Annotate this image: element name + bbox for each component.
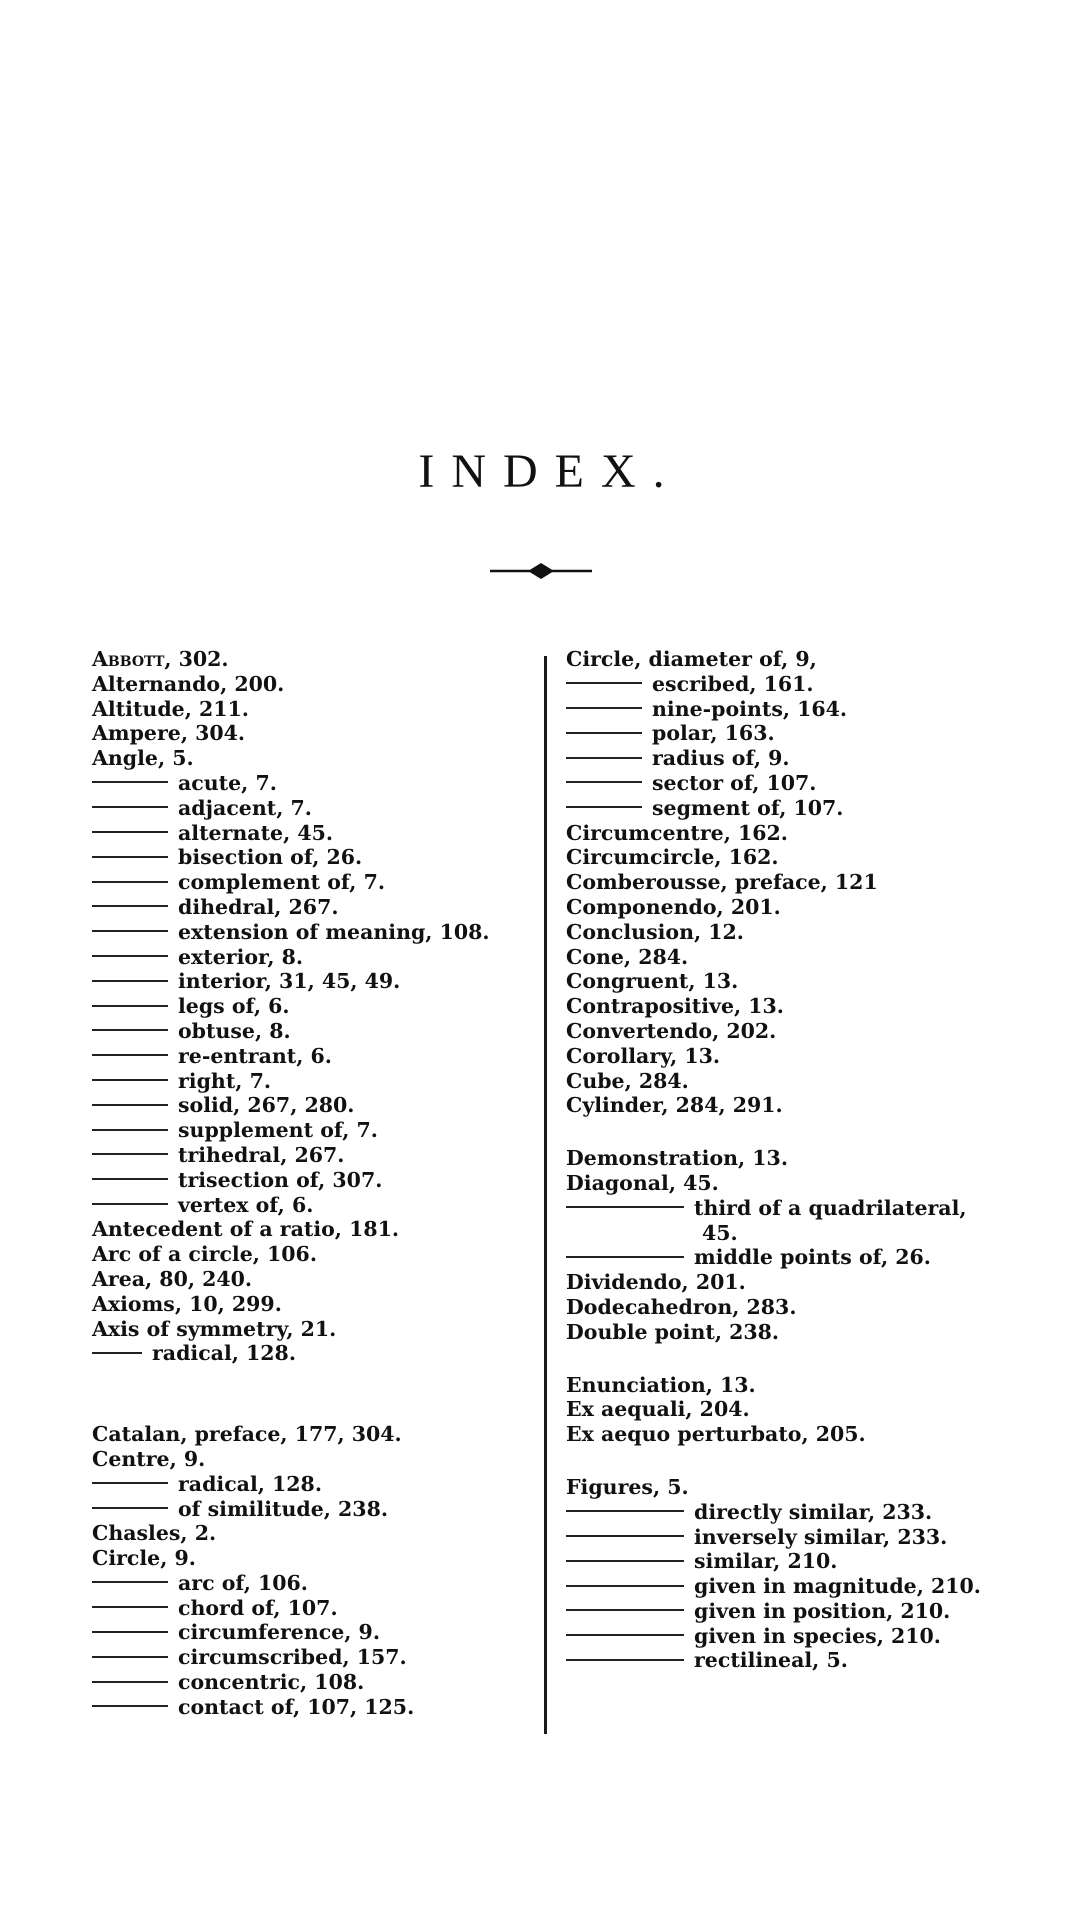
subentry-text: trihedral, 267. bbox=[178, 1142, 345, 1167]
index-entry: Arc of a circle, 106. bbox=[92, 1242, 317, 1267]
subentry-text: extension of meaning, 108. bbox=[178, 919, 490, 944]
dash-rule bbox=[92, 881, 168, 883]
index-entry: Altitude, 211. bbox=[92, 696, 249, 721]
index-subentry bbox=[92, 771, 490, 796]
index-subentry bbox=[566, 1500, 981, 1525]
section-gap bbox=[566, 1345, 981, 1373]
dash-rule bbox=[566, 1585, 684, 1587]
index-entry: Double point, 238. bbox=[566, 1319, 780, 1344]
subentry-text: circumscribed, 157. bbox=[178, 1645, 407, 1670]
index-subentry bbox=[92, 1019, 490, 1044]
index-entry: Figures, 5. bbox=[566, 1474, 689, 1499]
dash-rule bbox=[92, 1507, 168, 1509]
dash-rule bbox=[92, 856, 168, 858]
dash-rule bbox=[566, 1535, 684, 1537]
index-subentry bbox=[566, 1196, 981, 1221]
index-entry: Chasles, 2. bbox=[92, 1521, 217, 1546]
index-subentry bbox=[92, 1069, 490, 1094]
index-entry: Ex aequo perturbato, 205. bbox=[566, 1422, 866, 1447]
subentry-text: radical, 128. bbox=[178, 1471, 322, 1496]
index-subentry bbox=[566, 1549, 981, 1574]
dash-rule bbox=[92, 781, 168, 783]
subentry-text: exterior, 8. bbox=[178, 944, 304, 969]
index-entry: Componendo, 201. bbox=[566, 894, 781, 919]
index-subentry bbox=[92, 1044, 490, 1069]
index-subentry bbox=[566, 1624, 981, 1649]
dash-rule bbox=[92, 1681, 168, 1683]
index-subentry bbox=[566, 1599, 981, 1624]
column-divider bbox=[544, 656, 547, 1734]
subentry-text: segment of, 107. bbox=[652, 795, 844, 820]
subentry-text: trisection of, 307. bbox=[178, 1167, 383, 1192]
index-entry: Cube, 284. bbox=[566, 1068, 689, 1093]
index-entry: Circle, diameter of, 9, bbox=[566, 647, 817, 671]
subentry-text: obtuse, 8. bbox=[178, 1018, 291, 1043]
index-subentry bbox=[92, 945, 490, 970]
index-subentry bbox=[92, 1118, 490, 1143]
dash-rule bbox=[92, 1203, 168, 1205]
dash-rule bbox=[92, 1705, 168, 1707]
index-entry: Convertendo, 202. bbox=[566, 1018, 777, 1043]
index-column-right bbox=[566, 647, 981, 1673]
index-entry: Demonstration, 13. bbox=[566, 1146, 788, 1171]
subentry-text: given in species, 210. bbox=[694, 1623, 941, 1648]
dash-rule bbox=[566, 1609, 684, 1611]
subentry-text: chord of, 107. bbox=[178, 1595, 338, 1620]
dash-rule bbox=[566, 1206, 684, 1208]
section-gap bbox=[566, 1118, 981, 1146]
index-subentry bbox=[92, 796, 490, 821]
index-entry: Contrapositive, 13. bbox=[566, 994, 784, 1019]
subentry-text: supplement of, 7. bbox=[178, 1118, 378, 1143]
index-entry: Ampere, 304. bbox=[92, 721, 246, 746]
dash-rule bbox=[566, 1560, 684, 1562]
subentry-text: inversely similar, 233. bbox=[694, 1524, 948, 1549]
dash-rule bbox=[566, 1510, 684, 1512]
index-subentry bbox=[92, 1143, 490, 1168]
index-entry: Centre, 9. bbox=[92, 1446, 206, 1471]
index-subentry bbox=[92, 1472, 490, 1497]
dash-rule bbox=[92, 1606, 168, 1608]
dash-rule bbox=[92, 1482, 168, 1484]
dash-rule bbox=[92, 980, 168, 982]
index-continuation: 45. bbox=[702, 1220, 738, 1245]
dash-rule bbox=[92, 831, 168, 833]
index-subentry bbox=[92, 845, 490, 870]
index-subentry bbox=[566, 721, 981, 746]
subentry-text: third of a quadrilateral, bbox=[694, 1195, 967, 1220]
subentry-text: interior, 31, 45, 49. bbox=[178, 969, 401, 994]
dash-rule bbox=[566, 1659, 684, 1661]
dash-rule bbox=[566, 732, 642, 734]
index-subentry bbox=[92, 1645, 490, 1670]
dash-rule bbox=[92, 1581, 168, 1583]
dash-rule bbox=[92, 1104, 168, 1106]
index-entry: Cone, 284. bbox=[566, 944, 689, 969]
dash-rule bbox=[92, 1029, 168, 1031]
diamond-rule-ornament bbox=[490, 561, 592, 581]
index-entry: Circle, 9. bbox=[92, 1546, 196, 1571]
index-entry: Axis of symmetry, 21. bbox=[92, 1316, 337, 1341]
page-title: INDEX. bbox=[418, 445, 682, 498]
index-entry: Angle, 5. bbox=[92, 746, 194, 771]
index-subentry bbox=[566, 1648, 981, 1673]
index-entry: Circumcentre, 162. bbox=[566, 820, 788, 845]
index-entry: Ex aequali, 204. bbox=[566, 1397, 750, 1422]
subentry-text: sector of, 107. bbox=[652, 770, 817, 795]
index-entry: Conclusion, 12. bbox=[566, 919, 744, 944]
dash-rule bbox=[92, 1129, 168, 1131]
index-subentry bbox=[92, 1193, 490, 1218]
index-entry: Diagonal, 45. bbox=[566, 1170, 719, 1195]
subentry-text: middle points of, 26. bbox=[694, 1245, 931, 1270]
dash-rule bbox=[92, 1054, 168, 1056]
subentry-text: re-entrant, 6. bbox=[178, 1043, 332, 1068]
subentry-text: radical, 128. bbox=[152, 1341, 296, 1366]
subentry-text: bisection of, 26. bbox=[178, 845, 363, 870]
index-subentry bbox=[92, 1168, 490, 1193]
index-subentry bbox=[566, 1245, 981, 1270]
dash-rule bbox=[566, 781, 642, 783]
index-entry: Congruent, 13. bbox=[566, 969, 739, 994]
index-entry: Abbott, 302. bbox=[92, 647, 229, 671]
dash-rule bbox=[92, 1079, 168, 1081]
index-subentry bbox=[92, 1596, 490, 1621]
dash-rule bbox=[92, 955, 168, 957]
subentry-text: legs of, 6. bbox=[178, 994, 290, 1019]
section-gap bbox=[92, 1394, 490, 1422]
index-entry: Corollary, 13. bbox=[566, 1043, 721, 1068]
subentry-text: right, 7. bbox=[178, 1068, 271, 1093]
dash-rule bbox=[92, 1005, 168, 1007]
index-subentry bbox=[566, 796, 981, 821]
index-subentry bbox=[92, 870, 490, 895]
dash-rule bbox=[566, 682, 642, 684]
subentry-text: given in magnitude, 210. bbox=[694, 1574, 981, 1599]
dash-rule bbox=[566, 1634, 684, 1636]
index-subentry bbox=[92, 969, 490, 994]
dash-rule bbox=[92, 1153, 168, 1155]
index-subentry bbox=[92, 1670, 490, 1695]
index-column-left bbox=[92, 647, 490, 1720]
section-gap bbox=[92, 1366, 490, 1394]
index-subentry bbox=[566, 697, 981, 722]
index-entry: Dodecahedron, 283. bbox=[566, 1294, 797, 1319]
subentry-text: alternate, 45. bbox=[178, 820, 334, 845]
subentry-text: given in position, 210. bbox=[694, 1598, 951, 1623]
index-subentry bbox=[92, 821, 490, 846]
subentry-text: vertex of, 6. bbox=[178, 1192, 314, 1217]
dash-rule bbox=[566, 806, 642, 808]
index-subentry bbox=[566, 1525, 981, 1550]
index-subentry bbox=[566, 771, 981, 796]
index-entry: Axioms, 10, 299. bbox=[92, 1291, 282, 1316]
dash-rule bbox=[566, 707, 642, 709]
index-subentry bbox=[92, 1571, 490, 1596]
dash-rule bbox=[92, 905, 168, 907]
index-subentry bbox=[92, 1093, 490, 1118]
index-entry: Area, 80, 240. bbox=[92, 1266, 253, 1291]
index-subentry bbox=[92, 895, 490, 920]
subentry-text: adjacent, 7. bbox=[178, 795, 312, 820]
subentry-text: directly similar, 233. bbox=[694, 1499, 933, 1524]
dash-rule bbox=[566, 757, 642, 759]
index-entry: Comberousse, preface, 121 bbox=[566, 870, 878, 895]
subentry-text: solid, 267, 280. bbox=[178, 1093, 355, 1118]
dash-rule bbox=[92, 1656, 168, 1658]
subentry-text: concentric, 108. bbox=[178, 1670, 365, 1695]
dash-rule bbox=[92, 1631, 168, 1633]
index-subentry bbox=[566, 1574, 981, 1599]
index-entry: Alternando, 200. bbox=[92, 671, 285, 696]
section-gap bbox=[566, 1447, 981, 1475]
dash-rule bbox=[566, 1256, 684, 1258]
index-subentry bbox=[92, 994, 490, 1019]
index-entry: Catalan, preface, 177, 304. bbox=[92, 1422, 402, 1447]
dash-rule bbox=[92, 930, 168, 932]
subentry-text: escribed, 161. bbox=[652, 671, 814, 696]
subentry-text: arc of, 106. bbox=[178, 1570, 308, 1595]
dash-rule bbox=[92, 1178, 168, 1180]
subentry-text: dihedral, 267. bbox=[178, 894, 339, 919]
index-entry: Circumcircle, 162. bbox=[566, 845, 779, 870]
subentry-text: acute, 7. bbox=[178, 770, 277, 795]
dash-rule bbox=[92, 806, 168, 808]
index-subentry bbox=[92, 1695, 490, 1720]
index-subentry bbox=[92, 920, 490, 945]
subentry-text: contact of, 107, 125. bbox=[178, 1694, 415, 1719]
subentry-text: circumference, 9. bbox=[178, 1620, 380, 1645]
subentry-text: nine-points, 164. bbox=[652, 696, 848, 721]
subentry-text: rectilineal, 5. bbox=[694, 1648, 848, 1673]
index-entry: Dividendo, 201. bbox=[566, 1270, 746, 1295]
index-entry: Enunciation, 13. bbox=[566, 1372, 756, 1397]
index-subentry bbox=[92, 1341, 490, 1366]
index-subentry bbox=[92, 1497, 490, 1522]
subentry-text: polar, 163. bbox=[652, 721, 775, 746]
subentry-text: similar, 210. bbox=[694, 1549, 838, 1574]
subentry-text: of similitude, 238. bbox=[178, 1496, 388, 1521]
subentry-text: complement of, 7. bbox=[178, 870, 385, 895]
subentry-text: radius of, 9. bbox=[652, 746, 790, 771]
index-subentry bbox=[566, 746, 981, 771]
index-subentry bbox=[92, 1620, 490, 1645]
dash-rule bbox=[92, 1352, 142, 1354]
index-entry: Antecedent of a ratio, 181. bbox=[92, 1217, 399, 1242]
index-entry: Cylinder, 284, 291. bbox=[566, 1093, 783, 1118]
index-subentry bbox=[566, 672, 981, 697]
